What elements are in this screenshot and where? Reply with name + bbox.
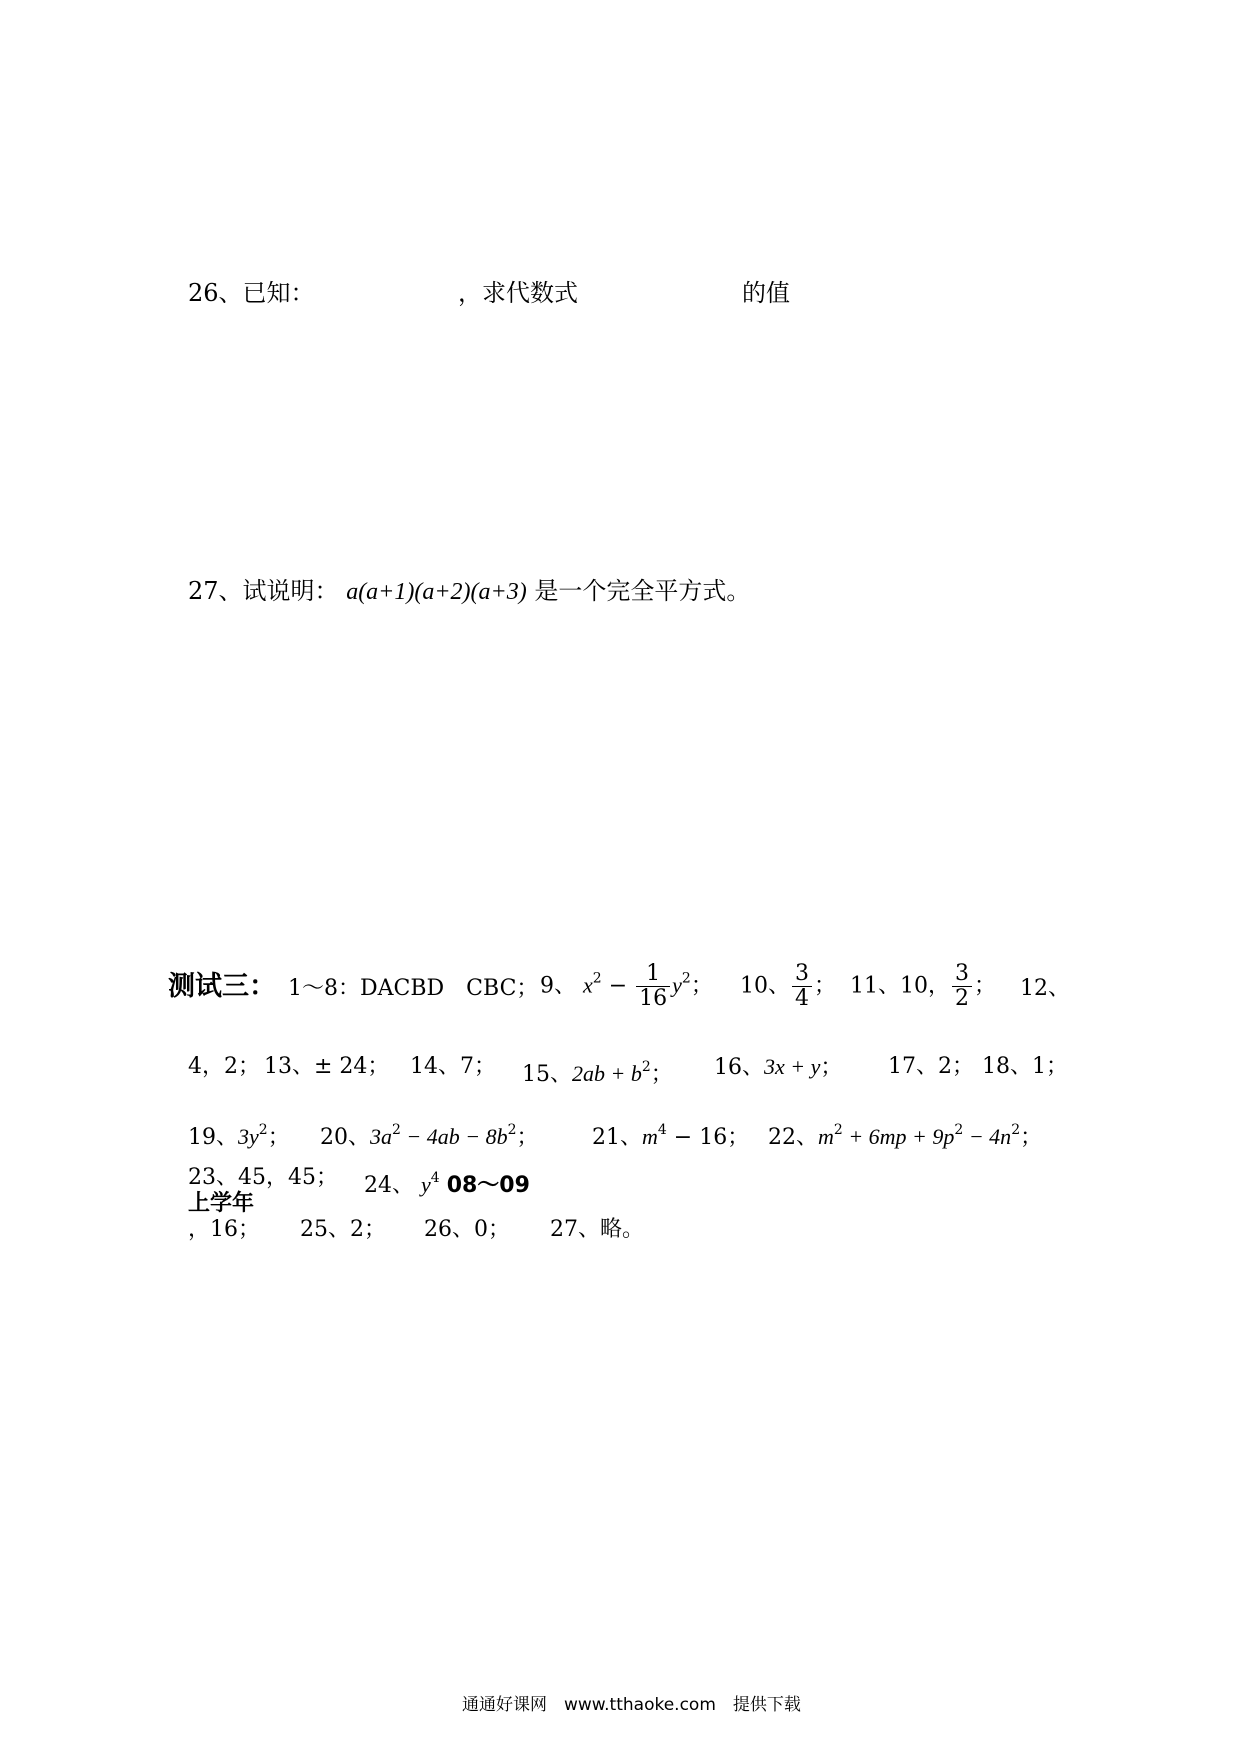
answer-23: 23、45，45；	[188, 1165, 338, 1190]
stray-bold-line: 上学年	[188, 1191, 255, 1216]
q26-mid: ，求代数式	[458, 279, 578, 307]
answer-15: 15、$2ab + b^2$；	[522, 1059, 673, 1087]
q26-prefix: 26、已知：	[188, 279, 315, 307]
answer-26: 26、0；	[424, 1217, 510, 1242]
question-26	[188, 278, 828, 308]
answers-line-2	[188, 1052, 1088, 1087]
fraction-3-2: $\frac{3}{2}$	[952, 962, 972, 1011]
answers-line-3	[188, 1115, 1088, 1150]
answer-24-cont: ，16；	[188, 1217, 260, 1242]
answer-12-label: 12、	[1020, 976, 1070, 1001]
answer-25: 25、2；	[300, 1217, 386, 1242]
answer-27: 27、略。	[550, 1217, 644, 1242]
answers-line-1	[168, 958, 1068, 1020]
stray-bold-text: 08～09	[446, 1173, 530, 1198]
q27-suffix: 是一个完全平方式。	[534, 577, 751, 605]
answer-1-8: 1～8：DACBD CBC；	[288, 976, 539, 1001]
answer-17: 17、2；	[888, 1054, 974, 1079]
answer-19: 19、$3y^2$；	[188, 1122, 290, 1150]
answer-14: 14、7；	[410, 1054, 496, 1079]
answer-12: 4，2；	[188, 1054, 260, 1079]
page-footer: 通通好课网 www.tthaoke.com 提供下载	[462, 1695, 801, 1715]
answer-11: 11、10， $\frac{3}{2}$ ；	[850, 961, 997, 1012]
answer-24: 24、 $y^4$ 08～09	[364, 1170, 530, 1198]
q27-prefix: 27、试说明：	[188, 577, 339, 605]
answer-10: 10、 $\frac{3}{4}$ ；	[740, 961, 837, 1012]
answer-21: 21、$m^4 - 16$；	[592, 1122, 750, 1150]
q26-suffix: 的值	[742, 279, 790, 307]
answer-18: 18、1；	[982, 1054, 1068, 1079]
answer-20: 20、$3a^2 - 4ab - 8b^2$；	[320, 1122, 539, 1150]
fraction-1-16: $\frac{1}{16}$	[636, 962, 670, 1011]
fraction-3-4: $\frac{3}{4}$	[792, 962, 812, 1011]
answer-13: 13、± 24；	[264, 1054, 390, 1079]
q27-expression: a(a+1)(a+2)(a+3)	[346, 579, 527, 605]
answer-9: 9、 $x^2$ − $\frac{1}{16}$ $y^2$；	[540, 961, 713, 1012]
answers-heading: 测试三：	[168, 971, 276, 1002]
answers-line-5	[188, 1215, 788, 1245]
answer-16: 16、3x + y；	[714, 1054, 843, 1080]
question-27	[188, 576, 750, 607]
answer-22: 22、$m^2 + 6mp + 9p^2 - 4n^2$；	[768, 1122, 1043, 1150]
answers-line-4	[188, 1163, 788, 1198]
